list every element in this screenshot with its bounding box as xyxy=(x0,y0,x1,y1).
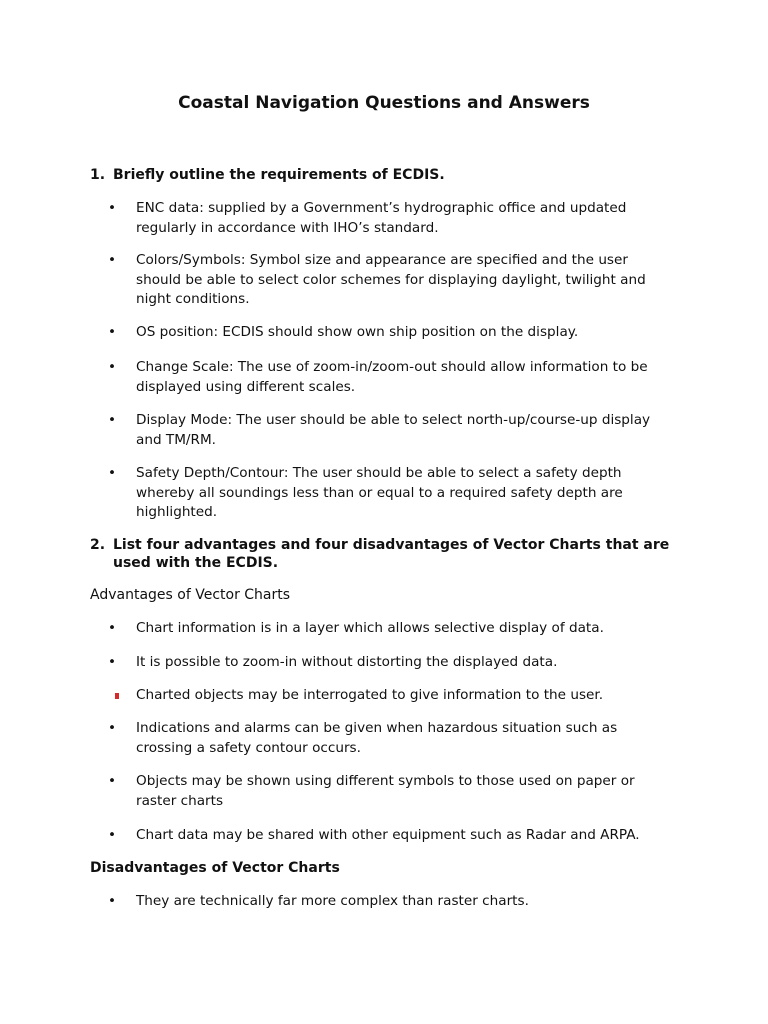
list-item xyxy=(108,323,668,343)
question-text: Briefly outline the requirements of ECDIS. xyxy=(113,167,445,183)
bullet-icon: • xyxy=(108,893,117,909)
bullet-icon: • xyxy=(108,654,117,670)
list-item xyxy=(108,199,668,238)
disadvantages-heading: Disadvantages of Vector Charts xyxy=(90,860,340,876)
list-item-text: Safety Depth/Contour: The user should be able to select a safety depth whereby all soundings less than or equal to a required safety depth are highlighted. xyxy=(136,465,623,520)
list-item-text: It is possible to zoom-in without distorting the displayed data. xyxy=(136,654,558,670)
list-item-text: Colors/Symbols: Symbol size and appearance are specified and the user should be able to select color schemes for displaying daylight, twilight and night conditions. xyxy=(136,252,646,307)
advantages-heading: Advantages of Vector Charts xyxy=(90,587,291,603)
list-item-text: Charted objects may be interrogated to give information to the user. xyxy=(136,687,604,703)
bullet-icon: • xyxy=(108,412,117,428)
bullet-icon: • xyxy=(108,252,117,268)
red-square-bullet-icon xyxy=(108,686,122,706)
list-item-text: Indications and alarms can be given when hazardous situation such as crossing a safety contour occurs. xyxy=(136,720,618,756)
list-item xyxy=(108,464,668,523)
list-item xyxy=(108,251,668,310)
list-item-text: Objects may be shown using different symbols to those used on paper or raster charts xyxy=(136,773,635,809)
list-item-text: Change Scale: The use of zoom-in/zoom-out should allow information to be displayed using different scales. xyxy=(136,359,648,395)
list-item-text: They are technically far more complex than raster charts. xyxy=(136,893,529,909)
bullet-icon: • xyxy=(108,620,117,636)
list-item xyxy=(108,358,668,397)
question-text: List four advantages and four disadvantages of Vector Charts that are used with the ECDIS. xyxy=(113,537,670,571)
bullet-icon: • xyxy=(108,720,117,736)
bullet-icon: • xyxy=(108,773,117,789)
list-item xyxy=(108,826,668,846)
bullet-icon: • xyxy=(108,827,117,843)
question-2 xyxy=(90,536,680,572)
bullet-icon: • xyxy=(108,200,117,216)
list-item-text: Display Mode: The user should be able to select north-up/course-up display and TM/RM. xyxy=(136,412,651,448)
question-number: 2. xyxy=(90,537,106,553)
list-item xyxy=(108,686,668,706)
page-title: Coastal Navigation Questions and Answers xyxy=(178,93,590,113)
bullet-icon: • xyxy=(108,465,117,481)
list-item xyxy=(108,411,668,450)
list-item xyxy=(108,892,668,912)
list-item xyxy=(108,772,668,811)
question-number: 1. xyxy=(90,167,106,183)
question-1 xyxy=(90,166,680,184)
list-item xyxy=(108,719,668,758)
list-item xyxy=(108,653,668,673)
list-item-text: OS position: ECDIS should show own ship position on the display. xyxy=(136,324,579,340)
bullet-icon: • xyxy=(108,359,117,375)
list-item-text: Chart data may be shared with other equipment such as Radar and ARPA. xyxy=(136,827,640,843)
list-item-text: Chart information is in a layer which allows selective display of data. xyxy=(136,620,604,636)
list-item xyxy=(108,619,668,639)
bullet-icon: • xyxy=(108,324,117,340)
list-item-text: ENC data: supplied by a Government’s hydrographic office and updated regularly in accordance with IHO’s standard. xyxy=(136,200,627,236)
